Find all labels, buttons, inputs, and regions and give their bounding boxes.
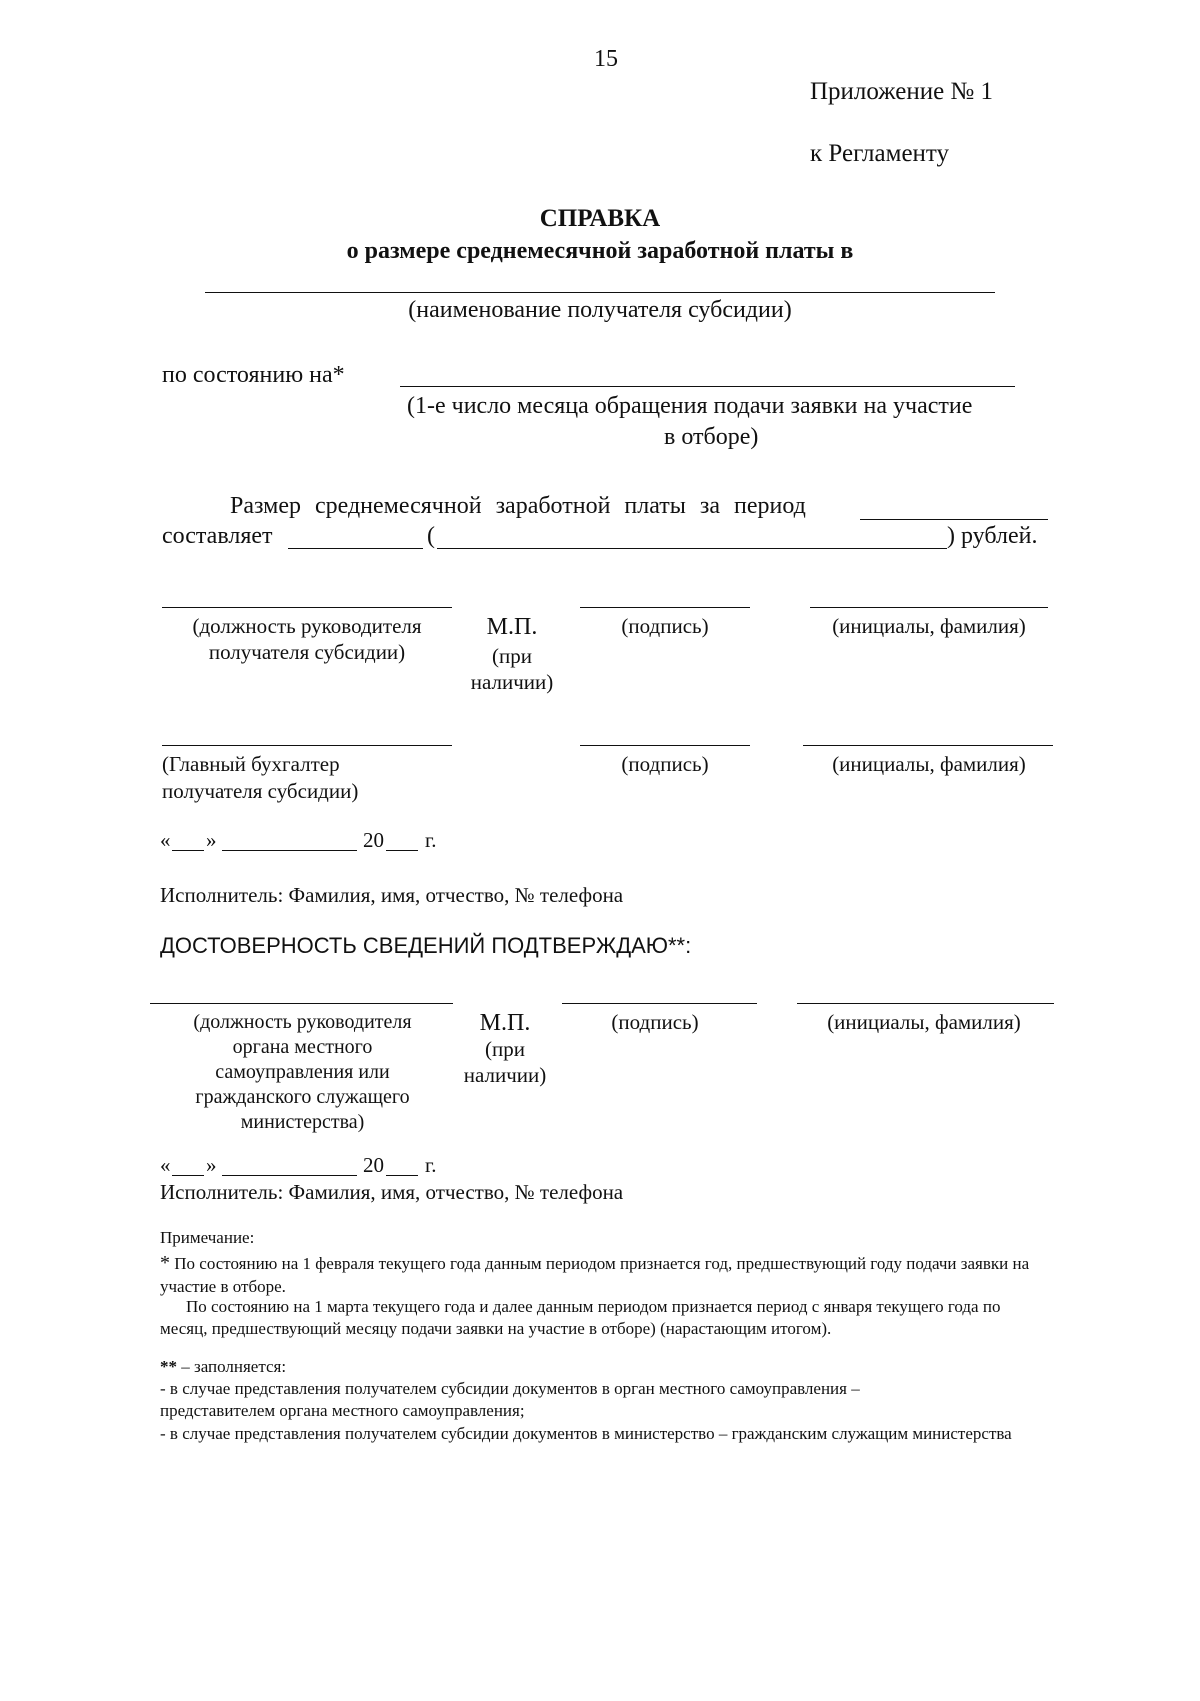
salary-period-text: Размер среднемесячной заработной платы за период — [230, 493, 806, 519]
salary-open-paren: ( — [427, 523, 435, 549]
official-signature-caption: (подпись) — [611, 1010, 699, 1034]
director-signature-caption: (подпись) — [621, 614, 709, 638]
salary-period-line — [860, 519, 1048, 520]
note-star-1-continued: По состоянию на 1 марта текущего года и далее данным периодом признается период с января текущего года по месяц, предшествующий месяцу подачи заявки на участие в отборе) (нарастающим итогом). — [160, 1297, 1001, 1339]
official-name-line — [797, 1003, 1054, 1004]
director-signature-line — [580, 607, 750, 608]
salary-amount-prefix: составляет — [162, 523, 273, 549]
note-star-2 — [160, 1356, 1050, 1378]
stamp-label-2: М.П. — [479, 1010, 531, 1036]
official-position-caption: (должность руководителя органа местного самоуправления или гражданского служащего министерства) — [193, 1011, 412, 1133]
document-title: СПРАВКА — [539, 205, 661, 232]
director-position-line — [162, 607, 452, 608]
note-item-2: - в случае представления получателем субсидии документов в министерство – гражданским служащим министерства — [160, 1424, 1012, 1443]
confirmation-heading: ДОСТОВЕРНОСТЬ СВЕДЕНИЙ ПОДТВЕРЖДАЮ**: — [160, 933, 692, 958]
date-1-month-line — [222, 850, 357, 851]
accountant-caption-line2: получателя субсидии) — [162, 779, 359, 803]
official-name-caption: (инициалы, фамилия) — [827, 1010, 1021, 1034]
accountant-signature-caption: (подпись) — [621, 752, 709, 776]
salary-suffix: ) рублей. — [947, 523, 1038, 549]
note-item-1: - в случае представления получателем субсидии документов в орган местного самоуправления – представителем органа местного самоуправления; — [160, 1379, 860, 1421]
stamp-label-1: М.П. — [486, 614, 538, 640]
as-of-label: по состоянию на* — [162, 362, 345, 388]
date-1-year-suffix: г. — [425, 828, 437, 852]
stamp-note-2: (при наличии) — [463, 1037, 547, 1088]
director-position-caption: (должность руководителя получателя субсидии) — [192, 614, 422, 665]
date-2-day-line — [172, 1175, 204, 1176]
accountant-name-line — [803, 745, 1053, 746]
note-star-1-text: По состоянию на 1 февраля текущего года данным периодом признается год, предшествующий году подачи заявки на участие в отборе. — [160, 1254, 1030, 1296]
recipient-name-line — [205, 292, 995, 293]
salary-words-line — [437, 548, 947, 549]
as-of-date-line — [400, 386, 1015, 387]
director-name-caption: (инициалы, фамилия) — [832, 614, 1026, 638]
executor-2: Исполнитель: Фамилия, имя, отчество, № телефона — [160, 1180, 624, 1204]
accountant-caption-line1: (Главный бухгалтер — [162, 752, 340, 776]
notes-heading: Примечание: — [160, 1228, 255, 1247]
date-1-open-quote: « — [160, 828, 171, 852]
date-2-year-line — [386, 1175, 418, 1176]
page-number: 15 — [594, 46, 618, 72]
accountant-signature-line — [580, 745, 750, 746]
date-2-month-line — [222, 1175, 357, 1176]
note-star-1-mark: * — [160, 1252, 170, 1274]
official-signature-line — [562, 1003, 757, 1004]
date-2-close-quote: » — [206, 1153, 217, 1177]
official-position-line — [150, 1003, 453, 1004]
date-1-year-line — [386, 850, 418, 851]
date-1-day-line — [172, 850, 204, 851]
as-of-caption-line1: (1-е число месяца обращения подачи заявки на участие — [407, 393, 973, 419]
salary-amount-line — [288, 548, 423, 549]
date-2-open-quote: « — [160, 1153, 171, 1177]
date-2-year-suffix: г. — [425, 1153, 437, 1177]
note-star-2-lead: – заполняется: — [181, 1357, 287, 1376]
date-2-year-prefix: 20 — [363, 1153, 384, 1177]
recipient-caption: (наименование получателя субсидии) — [408, 297, 792, 323]
date-1-year-prefix: 20 — [363, 828, 384, 852]
as-of-caption-line2: в отборе) — [664, 424, 759, 450]
accountant-name-caption: (инициалы, фамилия) — [832, 752, 1026, 776]
appendix-number: Приложение № 1 — [810, 78, 994, 105]
executor-1: Исполнитель: Фамилия, имя, отчество, № телефона — [160, 883, 624, 907]
stamp-note-1: (при наличии) — [470, 644, 554, 695]
date-1-close-quote: » — [206, 828, 217, 852]
appendix-reference: к Регламенту — [810, 140, 950, 167]
document-subtitle: о размере среднемесячной заработной платы в — [346, 238, 854, 264]
director-name-line — [810, 607, 1048, 608]
note-star-1 — [160, 1250, 1050, 1298]
note-star-2-mark: ** — [160, 1357, 177, 1376]
accountant-position-line — [162, 745, 452, 746]
